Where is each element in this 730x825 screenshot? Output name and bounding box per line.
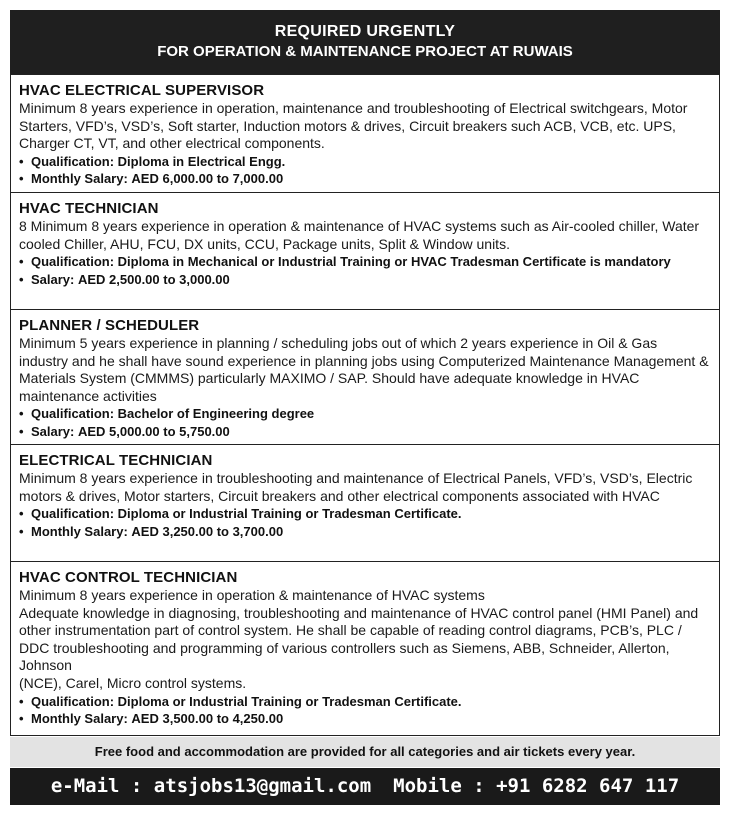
bullet-icon: • [19,693,24,709]
bullet-icon: • [19,423,24,439]
bullet-icon: • [19,711,24,727]
bullet-icon: • [19,523,24,539]
qualification-label: Qualification: [31,254,118,270]
job-electrical-technician [11,445,719,562]
job-hvac-electrical-supervisor [11,75,719,193]
salary-line [19,271,709,289]
header-banner [10,10,720,74]
bullet-icon: • [19,171,24,187]
qualification-value: Diploma in Mechanical or Industrial Training or HVAC Tradesman Certificate is mandatory [117,254,671,270]
job-title: HVAC TECHNICIAN [19,200,159,217]
job-listings [10,74,720,736]
job-title: HVAC CONTROL TECHNICIAN [19,569,238,586]
salary-value: AED 2,500.00 to 3,000.00 [77,271,230,287]
qualification-line [19,405,709,423]
qualification-line [19,153,709,171]
qualification-label: Qualification: [31,506,118,522]
salary-label: Monthly Salary: [31,171,132,187]
qualification-value: Diploma or Industrial Training or Tradesman Certificate. [117,693,462,709]
qualification-value: Diploma in Electrical Engg. [117,153,286,169]
job-description-detail-end: (NCE), Carel, Micro control systems. [19,674,247,691]
job-description: Minimum 8 years experience in operation, maintenance and troubleshooting of Electrical switchgears, Motor Starters, VFD’s, VSD’s, Soft starter, Induction motors & drives, Circuit breakers such ACB, VCB, etc. UPS, Charger CT, VT, and other electrical components. [19,100,688,152]
qualification-line [19,693,709,711]
job-description: Minimum 5 years experience in planning / scheduling jobs out of which 2 years experience in Oil & Gas industry and he shall have sound experience in planning jobs using Computerized Maintenance Management & Materials System (CMMMS) particularly MAXIMO / SAP. Should have adequate knowledge in HVAC maintenance activities [19,335,709,404]
job-description: 8 Minimum 8 years experience in operation & maintenance of HVAC systems such as Air-cooled chiller, Water cooled Chiller, AHU, FCU, DX units, CCU, Package units, Split & Window units. [19,218,700,252]
job-title: ELECTRICAL TECHNICIAN [19,452,213,469]
qualification-value: Diploma or Industrial Training or Tradesman Certificate. [117,506,462,522]
bullet-icon: • [19,271,24,287]
job-description: Minimum 8 years experience in troubleshooting and maintenance of Electrical Panels, VFD’s, VSD’s, Electric motors & drives, Motor starters, Circuit breakers and other electrical components associated with HVAC [19,470,693,504]
bullet-icon: • [19,406,24,422]
job-description-detail: Adequate knowledge in diagnosing, troubleshooting and maintenance of HVAC control panel (HMI Panel) and other instrumentation part of control system. He shall be capable of reading control diagrams, PCB’s, PLC / DDC troubleshooting and programming of various controllers such as Siemens, ABB, Schneider, Allerton, Johnson [19,604,699,674]
contact-bar [10,768,720,805]
email-contact[interactable]: e-Mail : atsjobs13@gmail.com [50,775,372,797]
job-planner-scheduler [11,310,719,445]
job-title: HVAC ELECTRICAL SUPERVISOR [19,82,265,99]
mobile-contact[interactable]: Mobile : +91 6282 647 117 [393,775,680,797]
salary-value: AED 3,500.00 to 4,250.00 [131,711,284,727]
qualification-label: Qualification: [31,693,118,709]
salary-line [19,170,709,188]
salary-line [19,523,709,541]
benefits-note: Free food and accommodation are provided for all categories and air tickets every year. [10,737,720,767]
salary-value: AED 3,250.00 to 3,700.00 [131,523,284,539]
header-subtitle: FOR OPERATION & MAINTENANCE PROJECT AT RUWAIS [157,43,573,60]
header-title: REQUIRED URGENTLY [274,23,456,40]
qualification-label: Qualification: [31,153,118,169]
job-description: Minimum 8 years experience in operation & maintenance of HVAC systems [19,587,485,603]
salary-value: AED 6,000.00 to 7,000.00 [131,171,284,187]
salary-line [19,423,709,441]
salary-label: Monthly Salary: [31,523,132,539]
bullet-icon: • [19,254,24,270]
qualification-line [19,253,709,271]
salary-label: Salary: [31,271,78,287]
salary-label: Monthly Salary: [31,711,132,727]
salary-label: Salary: [31,423,78,439]
qualification-value: Bachelor of Engineering degree [117,406,315,422]
salary-value: AED 5,000.00 to 5,750.00 [77,423,230,439]
job-hvac-control-technician [11,562,719,735]
qualification-label: Qualification: [31,406,118,422]
job-hvac-technician [11,193,719,310]
job-title: PLANNER / SCHEDULER [19,317,200,334]
salary-line [19,710,709,728]
bullet-icon: • [19,153,24,169]
qualification-line [19,505,709,523]
bullet-icon: • [19,506,24,522]
